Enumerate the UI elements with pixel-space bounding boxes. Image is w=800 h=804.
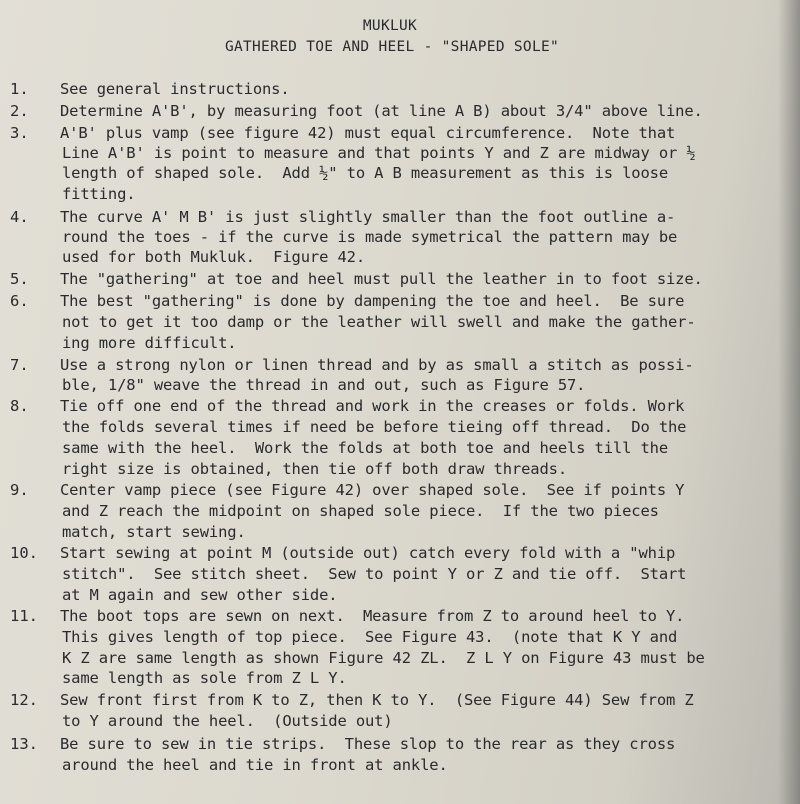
item-number: 6. — [10, 292, 29, 310]
item-line: fitting. — [62, 185, 136, 203]
item-number: 3. — [10, 124, 29, 142]
item-line: the folds several times if need be before tieing off thread. Do the — [62, 418, 687, 436]
item-line: Be sure to sew in tie strips. These slop to the rear as they cross — [60, 735, 676, 753]
item-line: Sew front first from K to Z, then K to Y. (See Figure 44) Sew from Z — [60, 691, 694, 709]
item-number: 11. — [10, 607, 38, 625]
item-line: round the toes - if the curve is made symetrical the pattern may be — [62, 228, 678, 246]
item-line: The best "gathering" is done by dampening the toe and heel. Be sure — [60, 292, 685, 310]
item-line: at M again and sew other side. — [62, 586, 338, 604]
item-number: 8. — [10, 397, 29, 415]
item-number: 9. — [10, 481, 29, 499]
item-line: ing more difficult. — [62, 334, 237, 352]
item-line: K Z are same length as shown Figure 42 ZL. Z L Y on Figure 43 must be — [62, 649, 705, 667]
item-line: match, start sewing. — [62, 523, 246, 541]
item-line: Use a strong nylon or linen thread and by as small a stitch as possi- — [60, 356, 694, 374]
item-line: Determine A'B', by measuring foot (at line A B) about 3/4" above line. — [60, 102, 703, 120]
item-number: 12. — [10, 691, 38, 709]
item-line: The "gathering" at toe and heel must pull the leather in to foot size. — [60, 270, 703, 288]
item-number: 5. — [10, 270, 29, 288]
item-number: 4. — [10, 208, 29, 226]
item-line: Start sewing at point M (outside out) catch every fold with a "whip — [60, 544, 676, 562]
item-line: used for both Mukluk. Figure 42. — [62, 248, 365, 266]
item-line: not to get it too damp or the leather will swell and make the gather- — [62, 313, 696, 331]
item-line: This gives length of top piece. See Figure 43. (note that K Y and — [62, 628, 678, 646]
item-line: The curve A' M B' is just slightly smaller than the foot outline a- — [60, 208, 676, 226]
item-line: right size is obtained, then tie off both draw threads. — [62, 460, 567, 478]
document-subtitle: GATHERED TOE AND HEEL - "SHAPED SOLE" — [224, 39, 560, 55]
item-line: around the heel and tie in front at ankle. — [62, 756, 448, 774]
item-number: 2. — [10, 102, 29, 120]
item-line: same with the heel. Work the folds at both toe and heels till the — [62, 439, 668, 457]
item-line: same length as sole from Z L Y. — [62, 669, 347, 687]
item-line: length of shaped sole. Add ½" to A B measurement as this is loose — [62, 164, 668, 182]
page-edge-shadow — [778, 0, 800, 804]
item-number: 1. — [10, 80, 29, 98]
item-line: See general instructions. — [60, 80, 290, 98]
item-number: 10. — [10, 544, 38, 562]
item-line: Line A'B' is point to measure and that points Y and Z are midway or ½ — [62, 144, 696, 162]
item-line: ble, 1/8" weave the thread in and out, such as Figure 57. — [62, 376, 586, 394]
item-number: 13. — [10, 735, 38, 753]
item-number: 7. — [10, 356, 29, 374]
item-line: to Y around the heel. (Outside out) — [62, 712, 393, 730]
item-line: A'B' plus vamp (see figure 42) must equal circumference. Note that — [60, 124, 676, 142]
item-line: stitch". See stitch sheet. Sew to point Y or Z and tie off. Start — [62, 565, 687, 583]
document-title: MUKLUK — [362, 18, 418, 34]
item-line: Tie off one end of the thread and work in the creases or folds. Work — [60, 397, 685, 415]
item-line: and Z reach the midpoint on shaped sole piece. If the two pieces — [62, 502, 659, 520]
item-line: Center vamp piece (see Figure 42) over shaped sole. See if points Y — [60, 481, 685, 499]
item-line: The boot tops are sewn on next. Measure from Z to around heel to Y. — [60, 607, 685, 625]
